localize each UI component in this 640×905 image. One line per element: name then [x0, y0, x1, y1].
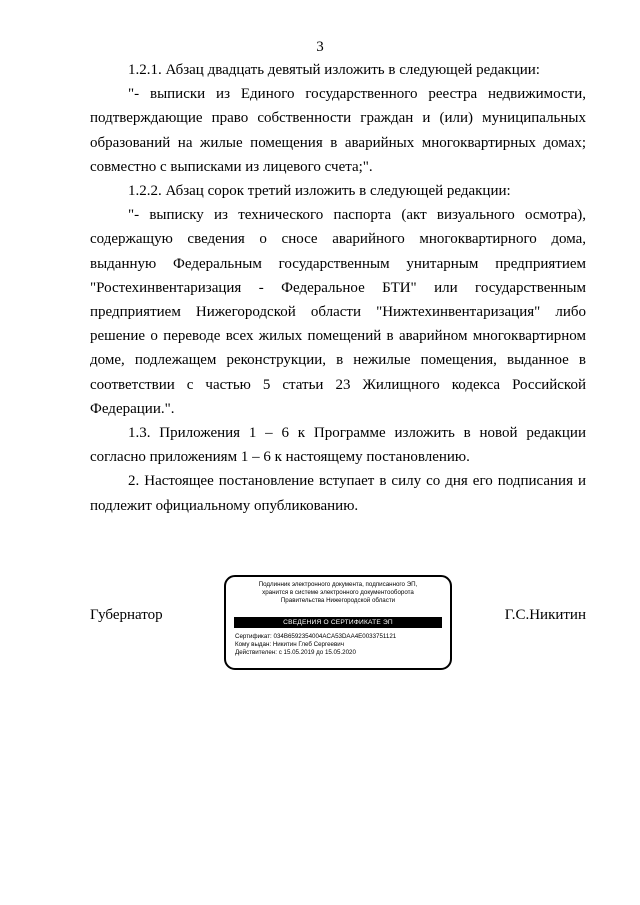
certificate-value: 034B6592354004ACA53DAA4E0033751121 [273, 633, 397, 640]
validity-label: Действителен: [235, 649, 277, 656]
issued-to-row [235, 641, 444, 649]
issued-to-value: Никитин Глеб Сергеевич [272, 641, 344, 648]
paragraph-technical-passport: "- выписку из технического паспорта (акт визуального осмотра), содержащую сведения о сносе аварийного многоквартирного дома, выданную Федеральным государственным унитарным предприятием "Ростехинвентаризация - Федеральное БТИ" или государственным предприятием Нижегородской области "Нижтехинвентаризация" либо решение о переводе всех жилых помещений в аварийном многоквартирном доме, подлежащем реконструкции, в нежилые помещения, выданное в соответствии с частью 5 статьи 23 Жилищного кодекса Российской Федерации.". [90, 207, 586, 417]
issued-to-label: Кому выдан: [235, 641, 272, 648]
validity-value: с 15.05.2019 до 15.05.2020 [278, 649, 356, 656]
signer-title: Губернатор [90, 607, 163, 623]
electronic-signature-stamp [224, 575, 452, 670]
stamp-note [232, 581, 444, 605]
stamp-note-line: Подлинник электронного документа, подписанного ЭП, [258, 581, 418, 588]
stamp-note-line: хранится в системе электронного документооборота [262, 589, 414, 596]
paragraph-1-3: 1.3. Приложения 1 – 6 к Программе изложить в новой редакции согласно приложениям 1 – 6 к настоящему постановлению. [90, 425, 586, 466]
certificate-row [235, 633, 444, 641]
paragraph-1-2-1: 1.2.1. Абзац двадцать девятый изложить в следующей редакции: [128, 62, 540, 78]
signature-block [90, 575, 586, 675]
stamp-note-line: Правительства Нижегородской области [280, 597, 396, 604]
paragraph-extract-registry: "- выписки из Единого государственного реестра недвижимости, подтверждающие право собственности граждан и (или) муниципальных образований на жилые помещения в аварийных многоквартирных домах; совместно с выписками из лицевого счета;". [90, 86, 586, 175]
stamp-details [235, 633, 444, 657]
paragraph-2: 2. Настоящее постановление вступает в силу со дня его подписания и подлежит официальному опубликованию. [90, 473, 586, 514]
page-number: 3 [316, 39, 324, 55]
signer-name: Г.С.Никитин [504, 607, 586, 623]
certificate-label: Сертификат: [235, 633, 272, 640]
stamp-header: СВЕДЕНИЯ О СЕРТИФИКАТЕ ЭП [234, 617, 442, 628]
document-body [90, 58, 586, 518]
validity-row [235, 649, 444, 657]
paragraph-1-2-2: 1.2.2. Абзац сорок третий изложить в следующей редакции: [128, 183, 511, 200]
